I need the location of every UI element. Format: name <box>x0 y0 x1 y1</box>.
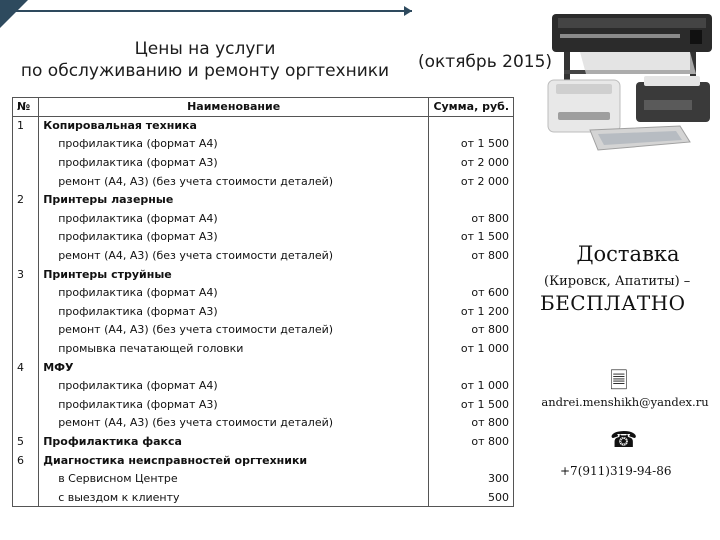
row-name: ремонт (А4, А3) (без учета стоимости деталей) <box>39 321 429 340</box>
row-amount: от 1 000 <box>429 376 514 395</box>
row-name: ремонт (А4, А3) (без учета стоимости деталей) <box>39 414 429 433</box>
row-number: 1 <box>13 116 39 135</box>
scanner-image <box>590 126 690 150</box>
row-amount <box>429 265 514 284</box>
row-number: 5 <box>13 432 39 451</box>
table-row <box>13 469 514 488</box>
row-name: профилактика (формат А4) <box>39 283 429 302</box>
row-amount: 300 <box>429 469 514 488</box>
row-name: профилактика (формат А4) <box>39 209 429 228</box>
laser-printer-image <box>548 80 620 132</box>
table-row <box>13 153 514 172</box>
row-amount: от 1 500 <box>429 135 514 154</box>
row-number <box>13 153 39 172</box>
row-number <box>13 469 39 488</box>
title-line-2: по обслуживанию и ремонту оргтехники <box>20 61 390 81</box>
row-name: Принтеры струйные <box>39 265 429 284</box>
row-amount <box>429 451 514 470</box>
envelope-icon: 🗏 <box>610 369 628 394</box>
header-amount: Сумма, руб. <box>429 98 514 117</box>
row-amount: от 800 <box>429 414 514 433</box>
price-table <box>12 97 514 507</box>
title-month: (октябрь 2015) <box>418 52 553 72</box>
row-number <box>13 414 39 433</box>
table-row <box>13 283 514 302</box>
table-row <box>13 376 514 395</box>
row-name: Копировальная техника <box>39 116 429 135</box>
row-amount <box>429 116 514 135</box>
row-amount: от 1 200 <box>429 302 514 321</box>
delivery-title: Доставка <box>576 242 680 266</box>
table-group-row <box>13 265 514 284</box>
row-amount: 500 <box>429 488 514 507</box>
row-amount: от 2 000 <box>429 153 514 172</box>
row-name: в Сервисном Центре <box>39 469 429 488</box>
row-number <box>13 209 39 228</box>
table-row <box>13 414 514 433</box>
row-number: 6 <box>13 451 39 470</box>
header-name: Наименование <box>39 98 429 117</box>
row-amount: от 1 000 <box>429 339 514 358</box>
header-rule <box>0 10 412 12</box>
row-number <box>13 283 39 302</box>
row-amount <box>429 358 514 377</box>
table-group-row <box>13 190 514 209</box>
contact-phone[interactable]: +7(911)319-94-86 <box>560 464 672 478</box>
row-amount: от 800 <box>429 432 514 451</box>
row-number <box>13 246 39 265</box>
row-name: профилактика (формат А3) <box>39 302 429 321</box>
row-amount: от 1 500 <box>429 228 514 247</box>
row-number <box>13 395 39 414</box>
table-row <box>13 209 514 228</box>
row-number <box>13 135 39 154</box>
table-row <box>13 228 514 247</box>
table-row <box>13 488 514 507</box>
row-number <box>13 321 39 340</box>
row-name: Принтеры лазерные <box>39 190 429 209</box>
table-row <box>13 172 514 191</box>
contact-email[interactable]: andrei.menshikh@yandex.ru <box>541 395 709 409</box>
row-amount: от 800 <box>429 321 514 340</box>
row-number: 4 <box>13 358 39 377</box>
row-amount: от 800 <box>429 209 514 228</box>
row-name: профилактика (формат А3) <box>39 395 429 414</box>
row-number <box>13 172 39 191</box>
row-number <box>13 228 39 247</box>
row-name: Профилактика факса <box>39 432 429 451</box>
table-row <box>13 339 514 358</box>
table-header-row <box>13 98 514 117</box>
row-name: ремонт (А4, А3) (без учета стоимости деталей) <box>39 172 429 191</box>
row-name: профилактика (формат А4) <box>39 135 429 154</box>
row-amount <box>429 190 514 209</box>
row-amount: от 1 500 <box>429 395 514 414</box>
row-number: 2 <box>13 190 39 209</box>
delivery-block <box>540 240 716 315</box>
header-rule-arrow <box>404 6 412 16</box>
row-amount: от 2 000 <box>429 172 514 191</box>
inkjet-printer-image <box>636 76 710 122</box>
row-name: ремонт (А4, А3) (без учета стоимости деталей) <box>39 246 429 265</box>
delivery-free: БЕСПЛАТНО <box>540 291 686 315</box>
delivery-area: (Кировск, Апатиты) – <box>544 274 691 289</box>
row-amount: от 800 <box>429 246 514 265</box>
table-group-row <box>13 432 514 451</box>
row-name: профилактика (формат А3) <box>39 228 429 247</box>
table-row <box>13 302 514 321</box>
title-line-1: Цены на услуги <box>134 39 276 59</box>
table-row <box>13 246 514 265</box>
row-amount: от 600 <box>429 283 514 302</box>
row-name: профилактика (формат А3) <box>39 153 429 172</box>
row-number: 3 <box>13 265 39 284</box>
row-name: профилактика (формат А4) <box>39 376 429 395</box>
table-group-row <box>13 451 514 470</box>
table-row <box>13 135 514 154</box>
row-name: промывка печатающей головки <box>39 339 429 358</box>
header-num: № <box>13 98 39 117</box>
row-name: МФУ <box>39 358 429 377</box>
table-group-row <box>13 116 514 135</box>
row-name: с выездом к клиенту <box>39 488 429 507</box>
table-row <box>13 321 514 340</box>
row-name: Диагностика неисправностей оргтехники <box>39 451 429 470</box>
row-number <box>13 339 39 358</box>
table-group-row <box>13 358 514 377</box>
page-title <box>0 38 410 82</box>
corner-decoration <box>0 0 28 28</box>
row-number <box>13 488 39 507</box>
row-number <box>13 302 39 321</box>
office-equipment-illustration <box>540 4 716 156</box>
row-number <box>13 376 39 395</box>
telephone-icon: ☎ <box>610 428 638 453</box>
table-row <box>13 395 514 414</box>
